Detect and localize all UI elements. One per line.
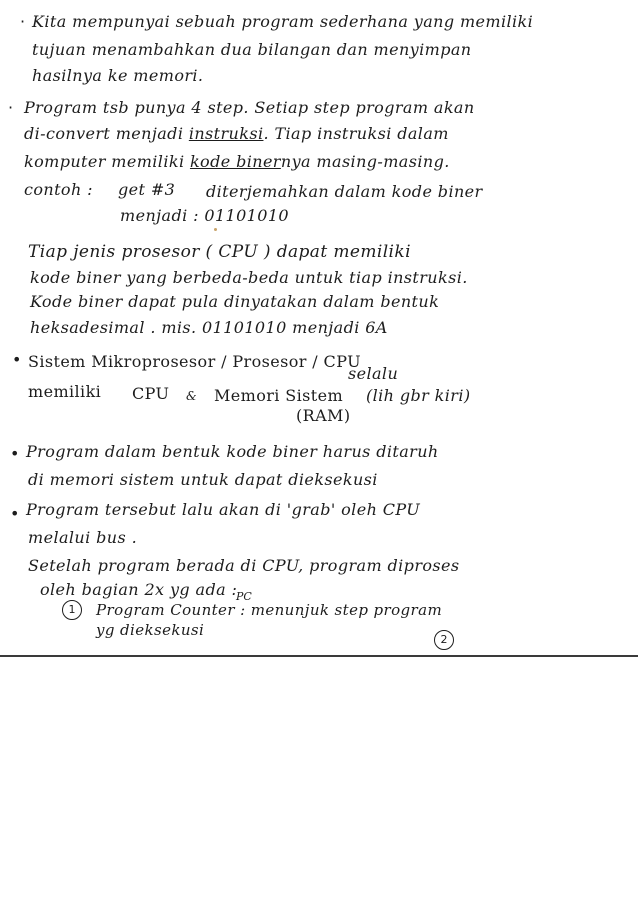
note-line: yg dieksekusi: [96, 621, 205, 639]
note-line: di memori sistem untuk dapat dieksekusi: [28, 470, 378, 489]
note-line: Program tsb punya 4 step. Setiap step program akan: [24, 98, 475, 117]
bullet: ·: [20, 12, 26, 31]
underlined-term: kode biner: [189, 152, 281, 171]
ink-spot: [214, 228, 217, 231]
note-line: Program tersebut lalu akan di 'grab' oleh CPU: [26, 500, 421, 519]
bullet: •: [10, 504, 20, 523]
note-line: CPU: [132, 384, 170, 403]
note-line: Program Counter : menunjuk step program: [96, 601, 443, 619]
note-line: contoh :: [24, 180, 93, 199]
note-line: melalui bus .: [28, 528, 138, 547]
note-line: get #3: [118, 180, 176, 199]
note-line: hasilnya ke memori.: [32, 66, 204, 85]
note-line: Program dalam bentuk kode biner harus ditaruh: [26, 442, 439, 461]
underlined-term: instruksi: [188, 124, 264, 143]
item-number-circle: 1: [62, 600, 82, 620]
note-line: (lih gbr kiri): [366, 386, 471, 405]
page-number-circle: 2: [434, 630, 454, 650]
note-line: di-convert menjadi instruksi. Tiap instruksi dalam: [24, 124, 449, 143]
note-line: heksadesimal . mis. 01101010 menjadi 6A: [30, 318, 388, 337]
note-line: memiliki: [28, 382, 102, 401]
note-line: menjadi : 01101010: [120, 206, 290, 225]
note-line: Memori Sistem: [214, 386, 344, 405]
note-line: (RAM): [296, 406, 351, 425]
bullet: •: [10, 444, 20, 463]
note-line: oleh bagian 2x yg ada :: [40, 580, 238, 599]
note-line: tujuan menambahkan dua bilangan dan menyimpan: [32, 40, 472, 59]
note-line: selalu: [348, 364, 399, 383]
bullet: •: [12, 350, 22, 369]
abbreviation-superscript: PC: [236, 590, 252, 603]
note-line: Kode biner dapat pula dinyatakan dalam bentuk: [30, 292, 440, 311]
note-line: kode biner yang berbeda-beda untuk tiap instruksi.: [30, 268, 468, 287]
note-line: &: [186, 389, 198, 403]
note-line: diterjemahkan dalam kode biner: [206, 182, 483, 201]
note-line: Tiap jenis prosesor ( CPU ) dapat memiliki: [28, 242, 411, 262]
note-line: komputer memiliki kode binernya masing-masing.: [24, 152, 450, 171]
bullet: ·: [8, 98, 14, 117]
note-line: Sistem Mikroprosesor / Prosesor / CPU: [28, 352, 361, 371]
note-line: Setelah program berada di CPU, program diproses: [28, 556, 460, 575]
note-line: Kita mempunyai sebuah program sederhana yang memiliki: [32, 12, 534, 31]
